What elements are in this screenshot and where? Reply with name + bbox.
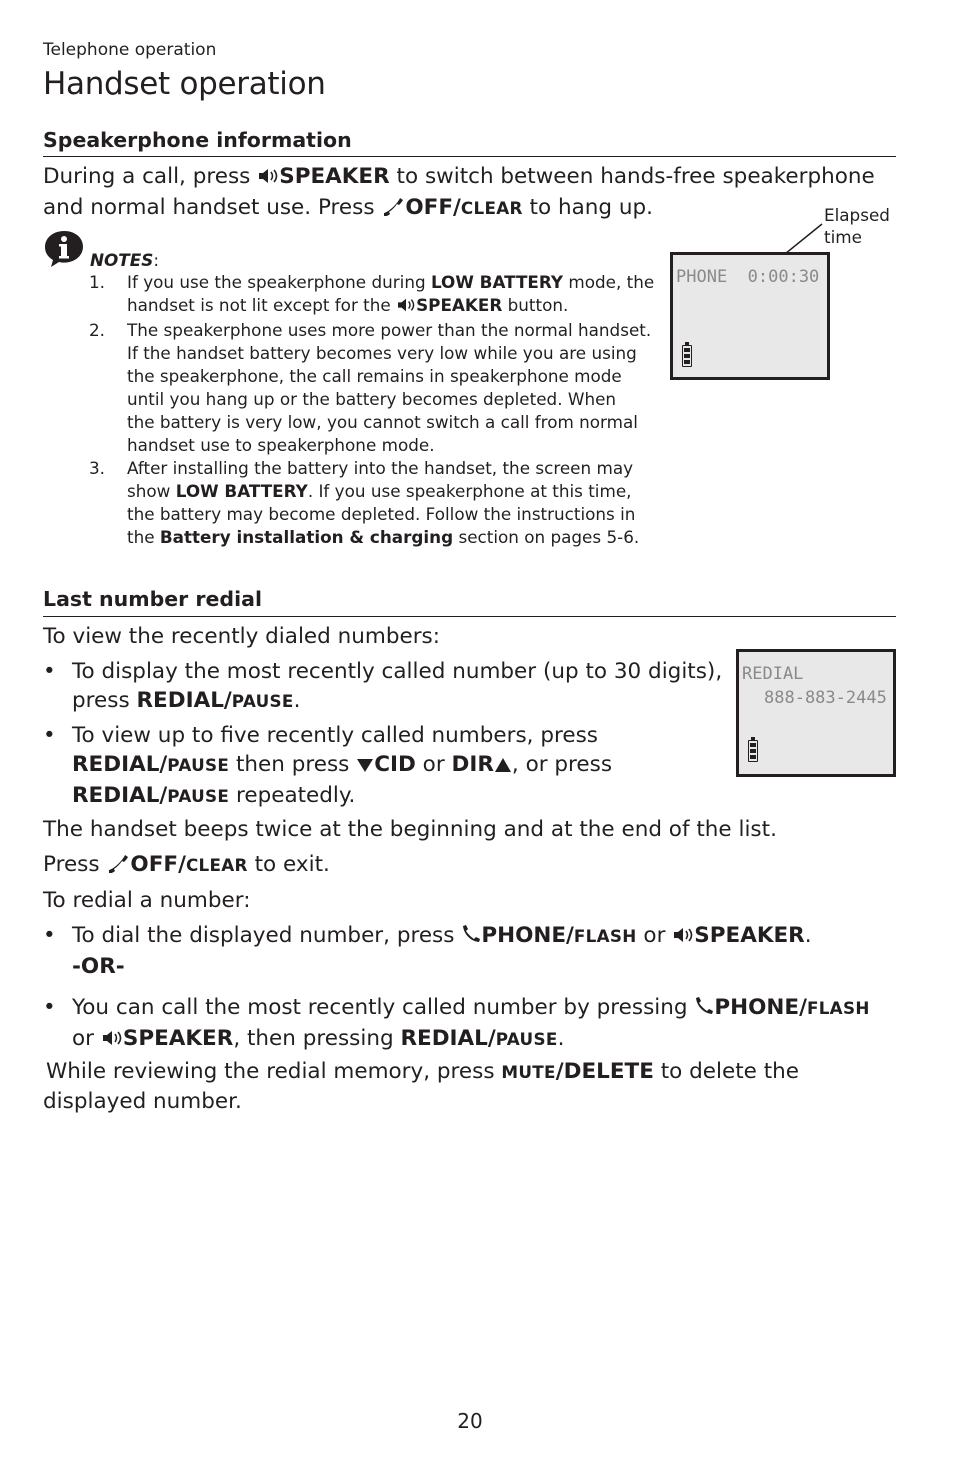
note-item [86,457,671,549]
note-line: If you use the speakerphone during LOW BATTERY mode, the [127,272,655,292]
speaker-icon [257,164,279,193]
note-line: the battery is very low, you cannot switch a call from normal [127,412,638,432]
section-heading-redial: Last number redial [43,587,262,611]
battery-icon [748,740,758,762]
note-line: show LOW BATTERY. If you use speakerphone at this time, [127,481,632,501]
note-item [86,271,671,319]
speaker-icon [101,1026,123,1055]
info-icon [43,229,85,273]
elapsed-time-callout: Elapsed time [824,205,890,247]
speaker-icon [396,296,416,319]
lcd-screen-phone [670,252,830,380]
speaker-icon [672,923,694,952]
notes-label: NOTES: [90,250,159,270]
note-line: until you hang up or the battery becomes depleted. When [127,389,617,409]
beeps-text: The handset beeps twice at the beginning and at the end of the list. [43,817,777,842]
delete-instructions: While reviewing the redial memory, press MUTE/DELETE to delete the displayed number. [43,1059,800,1114]
view-intro: To view the recently dialed numbers: [43,624,440,649]
note-line: The speakerphone uses more power than the normal handset. [127,320,652,340]
section-heading-speakerphone: Speakerphone information [43,128,352,152]
phone-icon [461,923,481,952]
note-item [86,319,671,457]
press-exit-text: Press OFF/CLEAR to exit. [43,850,330,881]
note-line: After installing the battery into the handset, the screen may [127,458,634,478]
off-handset-icon [381,195,405,224]
note-number: 3. [89,458,106,478]
note-number: 2. [89,320,106,340]
lcd-phone-line: PHONE 0:00:30 [676,267,820,287]
note-line: handset use to speakerphone mode. [127,435,435,455]
note-line: handset is not lit except for the SPEAKER button. [127,294,671,319]
page-title: Handset operation [43,66,326,102]
speaker-key-label: SPEAKER [279,164,390,189]
off-key-label: OFF/ [405,195,461,220]
to-redial-text: To redial a number: [43,888,251,913]
up-arrow-icon [494,752,512,781]
battery-icon [682,345,692,367]
section-divider [43,156,896,157]
note-number: 1. [89,272,106,292]
off-handset-icon [106,852,130,881]
speakerphone-intro: During a call, press SPEAKER to switch between hands-free speakerphone and normal handset use. Press OFF/CLEAR to hang up. [43,162,903,224]
notes-list [86,271,671,549]
lcd-redial-label: REDIAL [742,664,804,684]
phone-icon [694,995,714,1024]
down-arrow-icon [356,752,374,781]
lcd-redial-number: 888-883-2445 [764,688,887,708]
note-line: the battery may become depleted. Follow the instructions in [127,504,636,524]
page-number: 20 [457,1409,483,1433]
clear-key-label: CLEAR [460,198,523,218]
breadcrumb: Telephone operation [43,40,217,60]
or-separator: -OR- [72,954,125,979]
section-divider [43,616,896,617]
note-line: If the handset battery becomes very low while you are using [127,343,637,363]
lcd-screen-redial [736,649,896,777]
note-line: the speakerphone, the call remains in speakerphone mode [127,366,622,386]
note-line: the Battery installation & charging section on pages 5-6. [127,527,640,547]
